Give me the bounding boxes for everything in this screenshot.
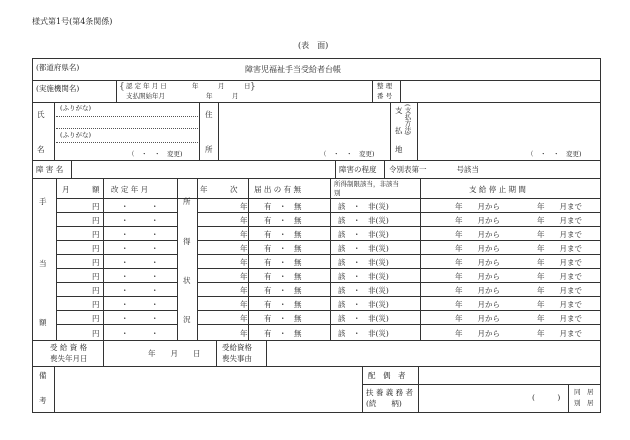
amount-yen: 円 bbox=[92, 314, 100, 323]
revision-date: ・ ・ bbox=[121, 216, 159, 225]
col-suspension: 支 給 停 止 期 間 bbox=[469, 185, 526, 194]
payment-char-3: 地 bbox=[395, 145, 403, 154]
disability-name-label: 障 害 名 bbox=[36, 165, 64, 174]
side-label: (表 面) bbox=[298, 41, 329, 50]
revision-date: ・ ・ bbox=[121, 230, 159, 239]
revision-date: ・ ・ bbox=[121, 300, 159, 309]
loss-date-value: 年 月 日 bbox=[148, 349, 201, 358]
bracket-close: } bbox=[250, 82, 256, 92]
remarks-char-1: 備 bbox=[39, 371, 47, 380]
suspension-to: 年 月まで bbox=[537, 258, 582, 267]
supporter-label-1: 扶 養 義 務 者 bbox=[366, 388, 414, 397]
amount-yen: 円 bbox=[92, 258, 100, 267]
reg-no-label-2: 番 号 bbox=[377, 92, 393, 100]
year-unit: 年 bbox=[240, 272, 248, 281]
group-income-2: 得 bbox=[183, 237, 191, 246]
revision-date: ・ ・ bbox=[121, 258, 159, 267]
suspension-to: 年 月まで bbox=[537, 244, 582, 253]
group-allowance-1: 手 bbox=[39, 197, 47, 206]
agency-label: (実施機関名) bbox=[36, 84, 80, 93]
suspension-from: 年 月から bbox=[455, 202, 500, 211]
col-monthly-amount: 月 額 bbox=[62, 185, 100, 194]
year-unit: 年 bbox=[240, 286, 248, 295]
income-limit-choice: 該 ・ 非(災) bbox=[338, 329, 389, 338]
year-unit: 年 bbox=[240, 314, 248, 323]
year-unit: 年 bbox=[240, 329, 248, 338]
cohabit-label-1: 同 居 bbox=[574, 388, 594, 396]
dependents-yes-no: 有 ・ 無 bbox=[264, 272, 302, 281]
suspension-to: 年 月まで bbox=[537, 272, 582, 281]
cert-date-label: 認 定 年 月 日 bbox=[126, 82, 167, 90]
loss-reason-label-1: 受給資格 bbox=[222, 343, 252, 352]
revision-date: ・ ・ bbox=[121, 244, 159, 253]
revision-date: ・ ・ bbox=[121, 286, 159, 295]
name-change: （ ・ ・ 変更) bbox=[128, 150, 183, 158]
suspension-from: 年 月から bbox=[455, 314, 500, 323]
year-unit: 年 bbox=[240, 202, 248, 211]
suspension-to: 年 月まで bbox=[537, 216, 582, 225]
pay-start-label: 支払開始年月 bbox=[126, 92, 165, 100]
income-limit-choice: 該 ・ 非(災) bbox=[338, 202, 389, 211]
suspension-to: 年 月まで bbox=[537, 230, 582, 239]
reg-no-label-1: 整 理 bbox=[377, 82, 393, 90]
income-limit-choice: 該 ・ 非(災) bbox=[338, 216, 389, 225]
cert-date-value: 年 月 日 bbox=[192, 82, 251, 90]
dependents-yes-no: 有 ・ 無 bbox=[264, 286, 302, 295]
income-limit-choice: 該 ・ 非(災) bbox=[338, 258, 389, 267]
year-unit: 年 bbox=[240, 258, 248, 267]
cohabit-label-2: 別 居 bbox=[574, 399, 594, 407]
group-income-1: 所 bbox=[183, 197, 191, 206]
year-unit: 年 bbox=[240, 300, 248, 309]
income-limit-choice: 該 ・ 非(災) bbox=[338, 272, 389, 281]
amount-yen: 円 bbox=[92, 329, 100, 338]
income-limit-choice: 該 ・ 非(災) bbox=[338, 244, 389, 253]
furigana-label-2: (ふりがな) bbox=[60, 131, 92, 139]
dependents-yes-no: 有 ・ 無 bbox=[264, 230, 302, 239]
dependents-yes-no: 有 ・ 無 bbox=[264, 202, 302, 211]
revision-date: ・ ・ bbox=[121, 314, 159, 323]
amount-yen: 円 bbox=[92, 272, 100, 281]
suspension-to: 年 月まで bbox=[537, 300, 582, 309]
year-unit: 年 bbox=[240, 244, 248, 253]
dependents-yes-no: 有 ・ 無 bbox=[264, 216, 302, 225]
col-income-limit-1: 所得制限該当，非該当 bbox=[334, 180, 399, 188]
group-allowance-3: 額 bbox=[39, 318, 47, 327]
loss-reason-label-2: 喪失事由 bbox=[222, 354, 252, 363]
payment-char-2: 払 bbox=[395, 126, 403, 135]
suspension-to: 年 月まで bbox=[537, 202, 582, 211]
payment-change: （ ・ ・ 変更) bbox=[527, 150, 582, 158]
bracket-open: { bbox=[119, 82, 125, 92]
payment-char-1: 支 bbox=[395, 106, 403, 115]
ledger-title: 障害児福祉手当受給者台帳 bbox=[245, 65, 341, 74]
suspension-to: 年 月まで bbox=[537, 314, 582, 323]
address-change: （ ・ ・ 変更) bbox=[320, 150, 375, 158]
address-char-1: 住 bbox=[205, 110, 213, 119]
col-year: 年 次 bbox=[200, 185, 238, 194]
suspension-from: 年 月から bbox=[455, 244, 500, 253]
suspension-from: 年 月から bbox=[455, 272, 500, 281]
amount-yen: 円 bbox=[92, 216, 100, 225]
group-income-4: 況 bbox=[183, 315, 191, 324]
spouse-label: 配 偶 者 bbox=[368, 371, 406, 380]
amount-yen: 円 bbox=[92, 286, 100, 295]
suspension-from: 年 月から bbox=[455, 286, 500, 295]
group-allowance-2: 当 bbox=[39, 259, 47, 268]
payment-method: (支払方法) bbox=[403, 104, 412, 136]
supporter-label-2: (続 柄) bbox=[366, 399, 402, 408]
disability-degree-label: 障害の程度 bbox=[339, 165, 377, 174]
revision-date: ・ ・ bbox=[121, 329, 159, 338]
amount-yen: 円 bbox=[92, 300, 100, 309]
suspension-from: 年 月から bbox=[455, 300, 500, 309]
revision-date: ・ ・ bbox=[121, 202, 159, 211]
income-limit-choice: 該 ・ 非(災) bbox=[338, 230, 389, 239]
name-char-2: 名 bbox=[37, 145, 45, 154]
form-number: 様式第1号(第4条関係) bbox=[32, 17, 113, 26]
col-income-limit-2: 別 bbox=[334, 189, 341, 197]
furigana-label-1: (ふりがな) bbox=[60, 104, 92, 112]
suspension-from: 年 月から bbox=[455, 329, 500, 338]
name-char-1: 氏 bbox=[37, 110, 45, 119]
relation-paren: ( ) bbox=[532, 393, 561, 402]
dependents-yes-no: 有 ・ 無 bbox=[264, 258, 302, 267]
group-income-3: 状 bbox=[183, 276, 191, 285]
amount-yen: 円 bbox=[92, 230, 100, 239]
address-char-2: 所 bbox=[205, 145, 213, 154]
income-limit-choice: 該 ・ 非(災) bbox=[338, 300, 389, 309]
year-unit: 年 bbox=[240, 230, 248, 239]
revision-date: ・ ・ bbox=[121, 272, 159, 281]
amount-yen: 円 bbox=[92, 244, 100, 253]
suspension-from: 年 月から bbox=[455, 216, 500, 225]
year-unit: 年 bbox=[240, 216, 248, 225]
amount-yen: 円 bbox=[92, 202, 100, 211]
dependents-yes-no: 有 ・ 無 bbox=[264, 329, 302, 338]
loss-date-label-2: 喪失年月日 bbox=[50, 354, 88, 363]
suspension-from: 年 月から bbox=[455, 230, 500, 239]
dependents-yes-no: 有 ・ 無 bbox=[264, 244, 302, 253]
disability-degree-value: 令別表第一 号該当 bbox=[389, 165, 479, 174]
pay-start-value: 年 月 bbox=[206, 92, 239, 100]
income-limit-choice: 該 ・ 非(災) bbox=[338, 286, 389, 295]
dependents-yes-no: 有 ・ 無 bbox=[264, 314, 302, 323]
income-limit-choice: 該 ・ 非(災) bbox=[338, 314, 389, 323]
dependents-yes-no: 有 ・ 無 bbox=[264, 300, 302, 309]
prefecture-label: (都道府県名) bbox=[36, 63, 80, 72]
col-revision-date: 改 定 年 月 bbox=[111, 185, 149, 194]
remarks-char-2: 考 bbox=[39, 396, 47, 405]
suspension-from: 年 月から bbox=[455, 258, 500, 267]
suspension-to: 年 月まで bbox=[537, 286, 582, 295]
col-dependents: 届 出 の 有 無 bbox=[254, 185, 302, 194]
loss-date-label-1: 受 給 資 格 bbox=[50, 343, 88, 352]
suspension-to: 年 月まで bbox=[537, 329, 582, 338]
